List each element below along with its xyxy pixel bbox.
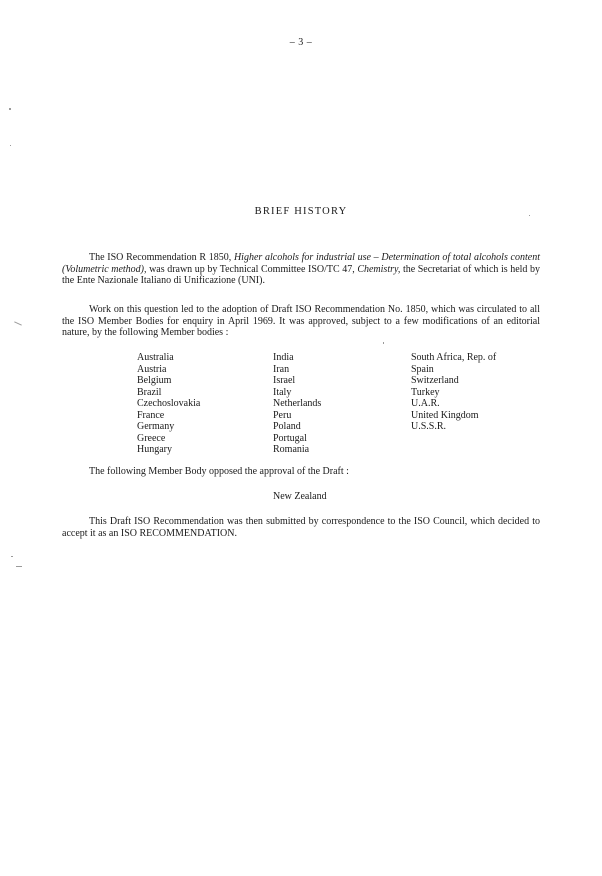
page-number: – 3 – <box>289 37 313 48</box>
acceptance-paragraph: This Draft ISO Recommendation was then submitted by correspondence to the ISO Council, which decided to accept it as an ISO RECOMMENDATION. <box>62 516 540 539</box>
member-country: Netherlands <box>273 398 322 409</box>
member-country: Turkey <box>411 386 440 398</box>
member-country: Belgium <box>137 375 172 386</box>
member-country: United Kingdom <box>411 409 479 421</box>
scan-speck <box>11 556 13 557</box>
member-list-column-1 <box>137 352 200 456</box>
member-country: Italy <box>273 386 292 398</box>
scan-speck <box>14 321 22 325</box>
member-country: U.A.R. <box>411 398 440 409</box>
section-heading: BRIEF HISTORY <box>254 206 348 217</box>
member-country: South Africa, Rep. of <box>411 352 497 363</box>
member-country: Iran <box>273 363 290 375</box>
scan-speck <box>383 342 384 344</box>
member-country: Hungary <box>137 444 172 455</box>
history-paragraph-2: Work on this question led to the adoption of Draft ISO Recommendation No. 1850, which was circulated to all the ISO Member Bodies for enquiry in April 1969. It was approved, subject to a few modifications of an editorial nature, by the following Member bodies : <box>62 304 540 338</box>
member-country: Greece <box>137 432 166 444</box>
p1-text-a: The ISO Recommendation R 1850, <box>89 252 234 263</box>
member-country: Romania <box>273 444 310 455</box>
member-country: Australia <box>137 352 174 363</box>
member-country: Brazil <box>137 386 162 398</box>
member-country: Czechoslovakia <box>137 398 201 409</box>
history-paragraph-1 <box>62 252 540 287</box>
member-country: Portugal <box>273 432 307 444</box>
scan-speck <box>10 145 11 146</box>
member-country: India <box>273 352 294 363</box>
member-list-column-2 <box>273 352 321 456</box>
opposing-member: New Zealand <box>273 491 327 502</box>
scan-speck <box>16 566 22 567</box>
p1-text-b: was drawn up by Technical Committee ISO/TC 47, <box>146 263 358 275</box>
member-country: Peru <box>273 409 292 421</box>
member-country: Israel <box>273 375 296 386</box>
member-country: France <box>137 409 165 421</box>
member-country: Germany <box>137 421 175 432</box>
member-country: Spain <box>411 363 434 375</box>
p1-title-italic: Higher alcohols for industrial use – Determination of total alcohols content (Volumetric method), <box>62 252 540 275</box>
p1-committee-italic: Chemistry, <box>357 263 401 275</box>
p1-text-c: the Secretariat of which is held by the Ente Nazionale Italiano di Unificazione (UNI). <box>62 263 540 286</box>
member-country: U.S.S.R. <box>411 421 447 432</box>
scan-speck <box>9 108 11 110</box>
member-country: Austria <box>137 363 167 375</box>
scan-speck <box>529 215 530 216</box>
member-country: Switzerland <box>411 375 459 386</box>
opposition-paragraph: The following Member Body opposed the approval of the Draft : <box>89 466 349 477</box>
member-list-column-3 <box>411 352 496 433</box>
member-country: Poland <box>273 421 301 432</box>
